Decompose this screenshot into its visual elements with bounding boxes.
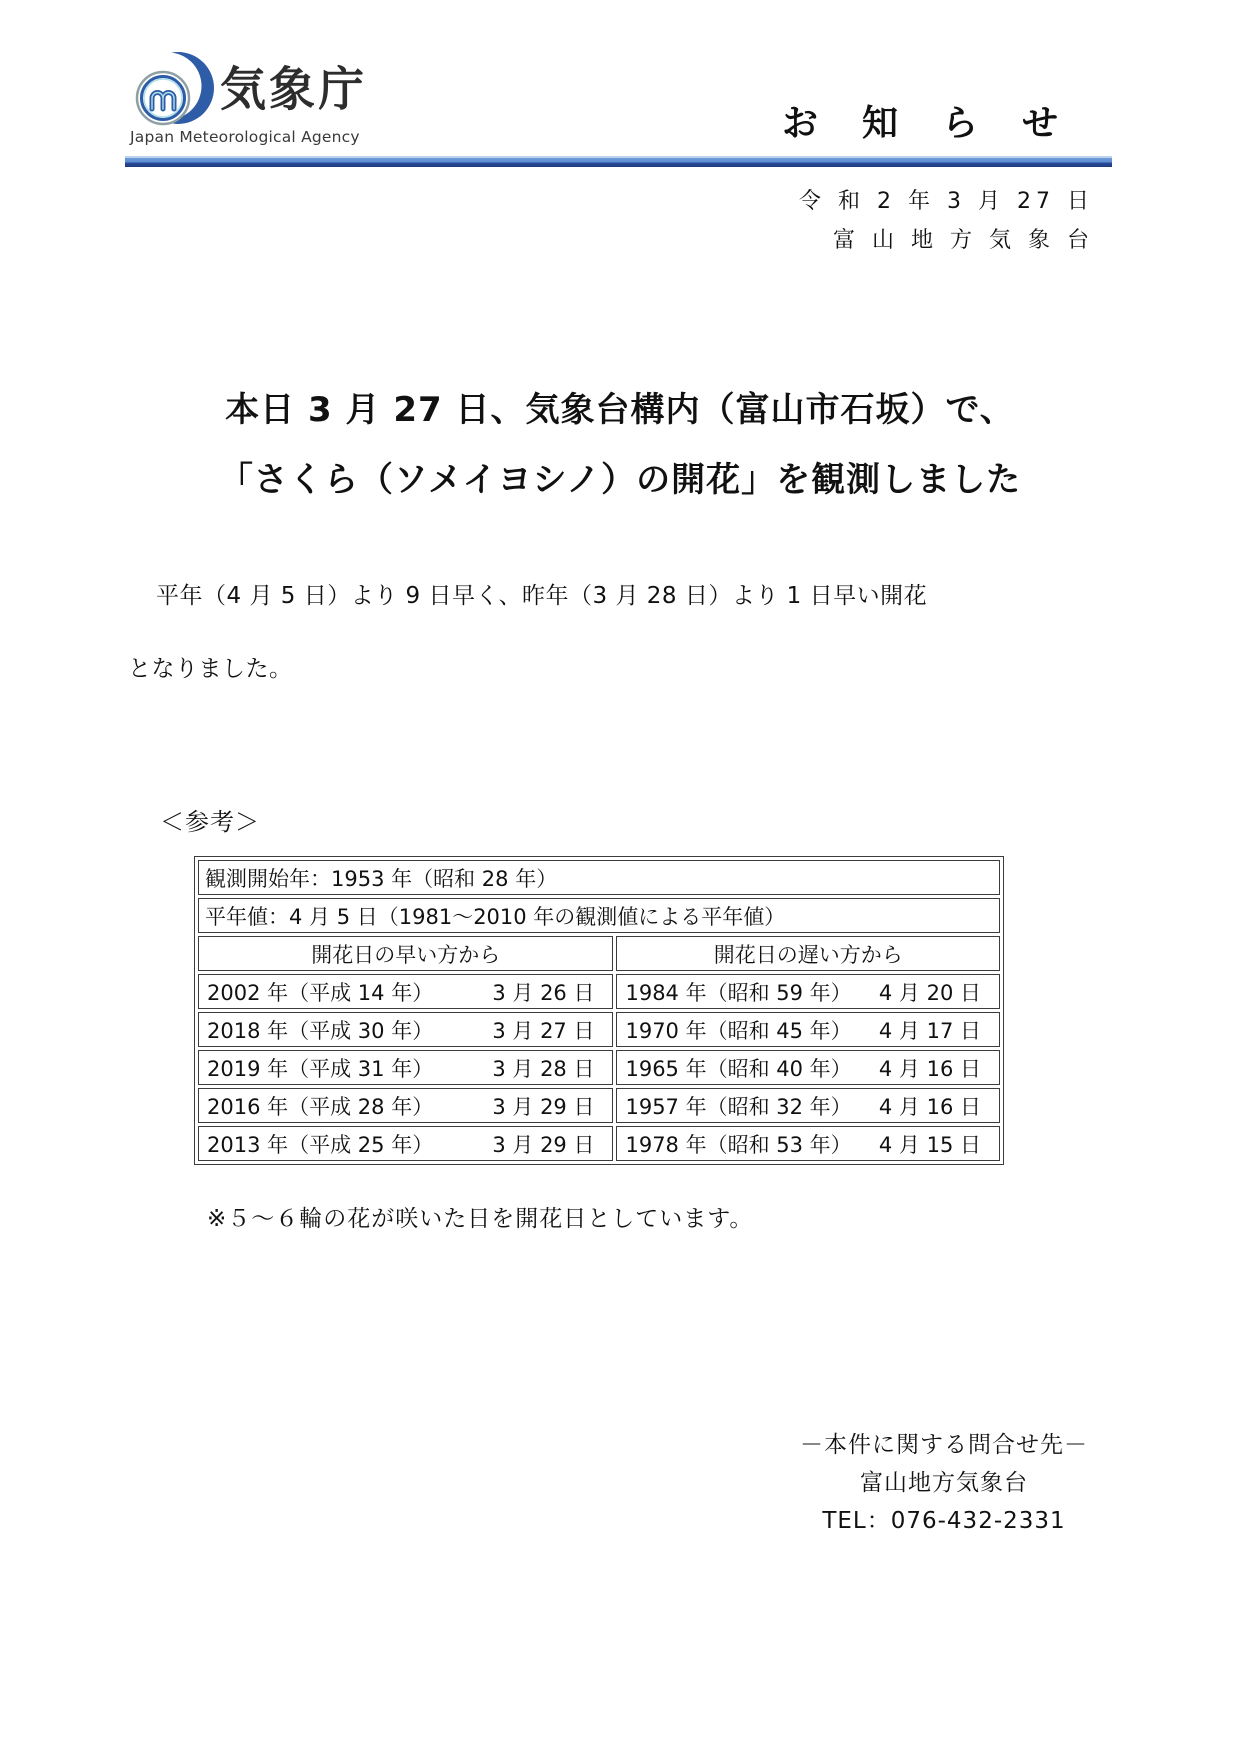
body-line-1: 平年（4 月 5 日）より 9 日早く、昨年（3 月 28 日）より 1 日早い開花 xyxy=(156,583,928,609)
normal-value-cell: 平年値：4 月 5 日（1981～2010 年の観測値による平年値） xyxy=(198,898,1000,933)
late-cell xyxy=(616,1088,1000,1123)
late-cell xyxy=(616,1012,1000,1047)
late-year: 1984 年（昭和 59 年） xyxy=(625,980,852,1005)
early-date: 3 月 27 日 xyxy=(492,1018,595,1043)
late-date: 4 月 17 日 xyxy=(878,1018,981,1043)
late-date: 4 月 16 日 xyxy=(878,1094,981,1119)
jma-logo-icon xyxy=(126,50,218,128)
table-row xyxy=(198,1050,1000,1085)
early-year: 2018 年（平成 30 年） xyxy=(207,1018,434,1043)
early-year: 2019 年（平成 31 年） xyxy=(207,1056,434,1081)
table-row xyxy=(198,898,1000,933)
notice-label: お 知 ら せ xyxy=(781,103,1062,144)
early-column-header: 開花日の早い方から xyxy=(198,936,613,971)
early-date: 3 月 29 日 xyxy=(492,1094,595,1119)
contact-block xyxy=(800,1426,1088,1540)
early-cell xyxy=(198,1088,613,1123)
agency-name-ja: 気象庁 xyxy=(220,61,367,117)
early-date: 3 月 26 日 xyxy=(492,980,595,1005)
bloom-definition-note: ※５～６輪の花が咲いた日を開花日としています。 xyxy=(207,1206,754,1232)
late-date: 4 月 20 日 xyxy=(878,980,981,1005)
bloom-date-table xyxy=(194,856,1004,1165)
late-year: 1957 年（昭和 32 年） xyxy=(625,1094,852,1119)
table-row xyxy=(198,860,1000,895)
issuing-office: 富 山 地 方 気 象 台 xyxy=(833,228,1094,253)
early-date: 3 月 29 日 xyxy=(492,1132,595,1157)
table-row xyxy=(198,974,1000,1009)
contact-heading: －本件に関する問合せ先－ xyxy=(800,1432,1088,1458)
late-year: 1970 年（昭和 45 年） xyxy=(625,1018,852,1043)
late-year: 1978 年（昭和 53 年） xyxy=(625,1132,852,1157)
issue-date: 令 和 2 年 3 月 27 日 xyxy=(799,189,1094,214)
early-cell xyxy=(198,1012,613,1047)
table-row xyxy=(198,1088,1000,1123)
main-title xyxy=(0,375,1240,515)
contact-office: 富山地方気象台 xyxy=(860,1470,1028,1496)
early-date: 3 月 28 日 xyxy=(492,1056,595,1081)
early-cell xyxy=(198,1126,613,1161)
late-date: 4 月 16 日 xyxy=(878,1056,981,1081)
early-year: 2002 年（平成 14 年） xyxy=(207,980,434,1005)
late-column-header: 開花日の遅い方から xyxy=(616,936,1000,971)
observation-start-cell: 観測開始年：1953 年（昭和 28 年） xyxy=(198,860,1000,895)
late-date: 4 月 15 日 xyxy=(878,1132,981,1157)
jma-logo-block xyxy=(126,50,367,146)
jma-logo-row xyxy=(126,50,367,128)
early-cell xyxy=(198,974,613,1009)
header-divider-rule xyxy=(125,156,1112,167)
table-row xyxy=(198,1012,1000,1047)
agency-name-en: Japan Meteorological Agency xyxy=(130,128,360,146)
table-row xyxy=(198,1126,1000,1161)
title-line-2: 「さくら（ソメイヨシノ）の開花」を観測しました xyxy=(218,460,1022,500)
body-paragraph xyxy=(128,560,1118,706)
late-year: 1965 年（昭和 40 年） xyxy=(625,1056,852,1081)
early-cell xyxy=(198,1050,613,1085)
late-cell xyxy=(616,1126,1000,1161)
title-line-1: 本日 3 月 27 日、気象台構内（富山市石坂）で、 xyxy=(225,390,1015,430)
body-line-2: となりました。 xyxy=(128,656,293,682)
early-year: 2013 年（平成 25 年） xyxy=(207,1132,434,1157)
contact-phone: TEL：076-432-2331 xyxy=(822,1508,1066,1534)
early-year: 2016 年（平成 28 年） xyxy=(207,1094,434,1119)
date-office-block xyxy=(799,182,1094,260)
table-header-row xyxy=(198,936,1000,971)
late-cell xyxy=(616,1050,1000,1085)
late-cell xyxy=(616,974,1000,1009)
reference-label: ＜参考＞ xyxy=(160,808,260,836)
